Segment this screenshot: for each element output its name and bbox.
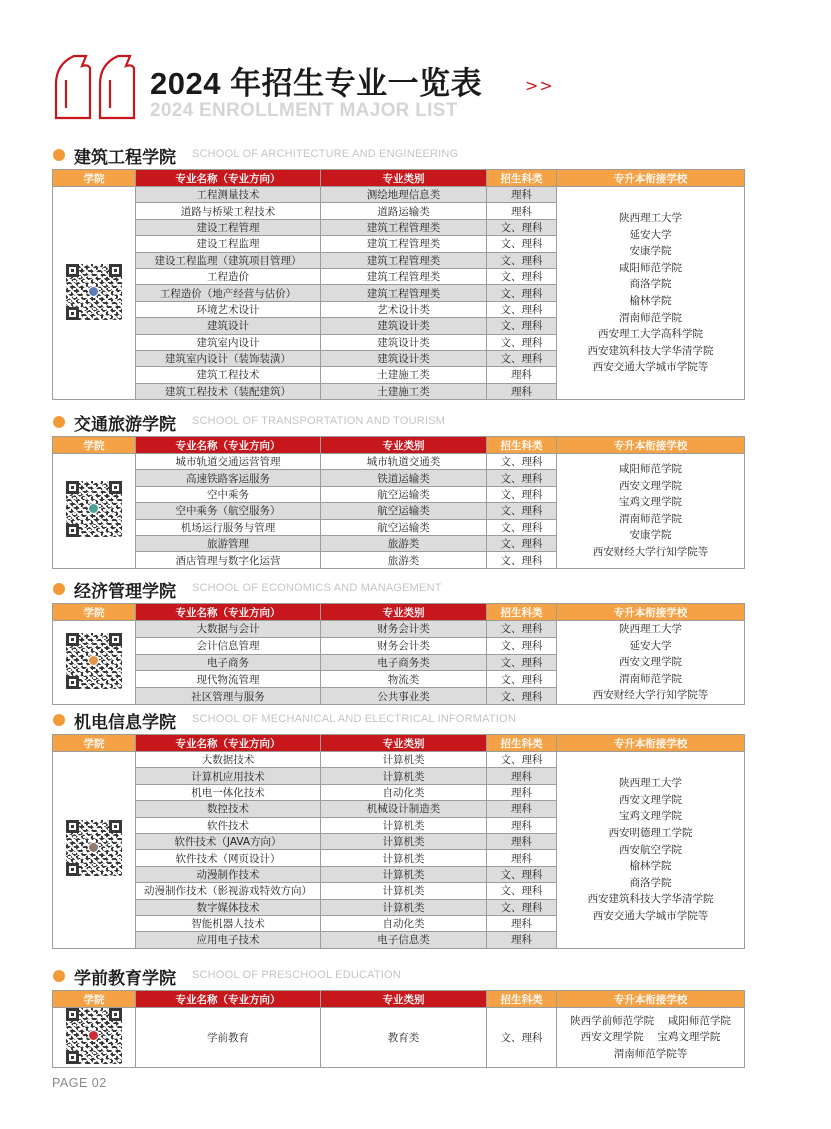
major-name: 大数据技术 [136, 752, 321, 768]
major-category: 计算机类 [321, 768, 487, 784]
subject-type: 文、理科 [487, 350, 557, 366]
major-category: 建筑工程管理类 [321, 236, 487, 252]
majors-table [52, 734, 745, 949]
major-name: 工程造价（地产经营与估价） [136, 285, 321, 301]
subject-type: 理科 [487, 784, 557, 800]
section-0 [52, 143, 744, 400]
section-header [52, 964, 744, 988]
col-header-major: 专业名称（专业方向） [136, 170, 321, 187]
upgrade-school-line: 西安文理学院 宝鸡文理学院 [580, 1031, 721, 1044]
major-name: 智能机器人技术 [136, 915, 321, 931]
major-name: 道路与桥梁工程技术 [136, 203, 321, 219]
major-name: 计算机应用技术 [136, 768, 321, 784]
qr-code-cell [53, 1008, 136, 1068]
subject-type: 文、理科 [487, 268, 557, 284]
table-header-row [53, 991, 745, 1008]
col-header-category: 专业类别 [321, 437, 487, 454]
table-header-row [53, 437, 745, 454]
upgrade-school: 西安文理学院 [619, 479, 682, 492]
section-4 [52, 964, 744, 1068]
subject-type: 理科 [487, 817, 557, 833]
subject-type: 文、理科 [487, 637, 557, 654]
major-category: 航空运输类 [321, 519, 487, 535]
subject-type: 文、理科 [487, 301, 557, 317]
col-header-category: 专业类别 [321, 170, 487, 187]
major-category: 计算机类 [321, 850, 487, 866]
major-name: 建筑设计 [136, 318, 321, 334]
major-name: 建筑室内设计（装饰装潢） [136, 350, 321, 366]
upgrade-schools-cell [557, 454, 745, 569]
col-header-upgrade: 专升本衔接学校 [557, 991, 745, 1008]
major-name: 建设工程管理 [136, 219, 321, 235]
upgrade-school-line: 渭南师范学院等 [613, 1047, 688, 1060]
major-category: 航空运输类 [321, 486, 487, 502]
page-title: 2024 年招生专业一览表 [150, 66, 483, 101]
upgrade-schools-cell [557, 1008, 745, 1068]
major-name: 城市轨道交通运营管理 [136, 454, 321, 470]
major-name: 高速铁路客运服务 [136, 470, 321, 486]
major-name: 空中乘务 [136, 486, 321, 502]
majors-table [52, 436, 745, 569]
major-name: 建设工程监理 [136, 236, 321, 252]
majors-table [52, 603, 745, 705]
section-title: 建筑工程学院 [74, 148, 176, 168]
major-name: 应用电子技术 [136, 932, 321, 948]
table-row [53, 752, 745, 768]
subject-type: 文、理科 [487, 883, 557, 899]
col-header-major: 专业名称（专业方向） [136, 437, 321, 454]
major-name: 工程造价 [136, 268, 321, 284]
major-name: 软件技术 [136, 817, 321, 833]
major-category: 建筑设计类 [321, 334, 487, 350]
section-title: 经济管理学院 [74, 582, 176, 602]
upgrade-school: 渭南师范学院 [619, 512, 682, 525]
table-row [53, 1008, 745, 1068]
major-category: 计算机类 [321, 752, 487, 768]
upgrade-school: 安康学院 [629, 245, 672, 258]
major-name: 软件技术（网页设计） [136, 850, 321, 866]
subject-type: 文、理科 [487, 470, 557, 486]
major-name: 环境艺术设计 [136, 301, 321, 317]
upgrade-schools-cell [557, 621, 745, 705]
col-header-upgrade: 专升本衔接学校 [557, 437, 745, 454]
qr-logo-icon [88, 842, 99, 853]
section-title-en: SCHOOL OF ARCHITECTURE AND ENGINEERING [192, 148, 459, 160]
section-title: 学前教育学院 [74, 969, 176, 989]
major-category: 建筑设计类 [321, 318, 487, 334]
major-category: 财务会计类 [321, 637, 487, 654]
subject-type: 理科 [487, 801, 557, 817]
col-header-subject: 招生科类 [487, 437, 557, 454]
table-header-row [53, 170, 745, 187]
section-header [52, 577, 744, 601]
qr-code-icon[interactable] [66, 820, 122, 876]
major-name: 酒店管理与数字化运营 [136, 552, 321, 568]
subject-type: 理科 [487, 203, 557, 219]
upgrade-school: 西安航空学院 [619, 843, 682, 856]
major-name: 数控技术 [136, 801, 321, 817]
major-category: 电子商务类 [321, 654, 487, 671]
col-header-college: 学院 [53, 991, 136, 1008]
major-name: 学前教育 [136, 1008, 321, 1068]
upgrade-school: 西安建筑科技大学华清学院 [587, 344, 714, 357]
major-category: 财务会计类 [321, 621, 487, 638]
col-header-category: 专业类别 [321, 604, 487, 621]
subject-type: 文、理科 [487, 671, 557, 688]
quote-mark-icon [96, 54, 136, 120]
major-name: 建设工程监理（建筑项目管理） [136, 252, 321, 268]
col-header-category: 专业类别 [321, 991, 487, 1008]
bullet-dot-icon [53, 970, 65, 982]
subject-type: 理科 [487, 915, 557, 931]
subject-type: 文、理科 [487, 1008, 557, 1068]
section-title: 机电信息学院 [74, 713, 176, 733]
upgrade-school: 商洛学院 [629, 278, 672, 291]
upgrade-school: 延安大学 [629, 228, 672, 241]
col-header-subject: 招生科类 [487, 604, 557, 621]
page-number: PAGE 02 [52, 1076, 107, 1090]
section-header [52, 410, 744, 434]
qr-code-cell [53, 752, 136, 949]
subject-type: 文、理科 [487, 252, 557, 268]
bullet-dot-icon [53, 714, 65, 726]
major-name: 机电一体化技术 [136, 784, 321, 800]
bullet-dot-icon [53, 149, 65, 161]
col-header-college: 学院 [53, 170, 136, 187]
majors-table [52, 990, 745, 1068]
major-category: 教育类 [321, 1008, 487, 1068]
major-name: 工程测量技术 [136, 187, 321, 203]
table-header-row [53, 604, 745, 621]
upgrade-school: 宝鸡文理学院 [619, 496, 682, 509]
table-header-row [53, 735, 745, 752]
major-category: 测绘地理信息类 [321, 187, 487, 203]
upgrade-school: 安康学院 [629, 529, 672, 542]
major-category: 计算机类 [321, 883, 487, 899]
major-name: 建筑工程技术（装配建筑） [136, 383, 321, 399]
subject-type: 文、理科 [487, 503, 557, 519]
upgrade-schools-cell [557, 187, 745, 400]
major-name: 机场运行服务与管理 [136, 519, 321, 535]
table-row [53, 621, 745, 638]
qr-code-icon[interactable] [66, 633, 122, 689]
qr-code-cell [53, 454, 136, 569]
major-category: 旅游类 [321, 535, 487, 551]
col-header-major: 专业名称（专业方向） [136, 991, 321, 1008]
upgrade-school: 陕西理工大学 [619, 212, 682, 225]
subject-type: 文、理科 [487, 334, 557, 350]
upgrade-school: 西安交通大学城市学院等 [592, 361, 709, 374]
col-header-upgrade: 专升本衔接学校 [557, 170, 745, 187]
major-category: 计算机类 [321, 866, 487, 882]
qr-logo-icon [88, 286, 99, 297]
major-name: 动漫制作技术（影视游戏特效方向） [136, 883, 321, 899]
subject-type: 文、理科 [487, 486, 557, 502]
upgrade-school: 西安明德理工学院 [608, 826, 693, 839]
subject-type: 理科 [487, 932, 557, 948]
major-name: 建筑工程技术 [136, 367, 321, 383]
subject-type: 文、理科 [487, 285, 557, 301]
col-header-subject: 招生科类 [487, 170, 557, 187]
upgrade-school: 西安理工大学高科学院 [598, 328, 703, 341]
major-category: 土建施工类 [321, 367, 487, 383]
section-title-en: SCHOOL OF MECHANICAL AND ELECTRICAL INFORMATION [192, 713, 516, 725]
col-header-category: 专业类别 [321, 735, 487, 752]
major-name: 软件技术（JAVA方向） [136, 833, 321, 849]
upgrade-school: 渭南师范学院 [619, 672, 682, 685]
major-category: 建筑工程管理类 [321, 285, 487, 301]
major-category: 航空运输类 [321, 503, 487, 519]
major-category: 计算机类 [321, 817, 487, 833]
section-title-en: SCHOOL OF ECONOMICS AND MANAGEMENT [192, 582, 442, 594]
subject-type: 文、理科 [487, 535, 557, 551]
upgrade-school: 西安建筑科技大学华清学院 [587, 893, 714, 906]
subject-type: 理科 [487, 850, 557, 866]
major-category: 计算机类 [321, 833, 487, 849]
major-category: 自动化类 [321, 915, 487, 931]
upgrade-school: 西安交通大学城市学院等 [592, 909, 709, 922]
major-category: 建筑工程管理类 [321, 268, 487, 284]
section-title-en: SCHOOL OF TRANSPORTATION AND TOURISM [192, 415, 446, 427]
major-category: 建筑设计类 [321, 350, 487, 366]
major-name: 现代物流管理 [136, 671, 321, 688]
major-name: 会计信息管理 [136, 637, 321, 654]
qr-logo-icon [88, 503, 99, 514]
upgrade-school: 西安财经大学行知学院等 [592, 546, 709, 559]
major-name: 大数据与会计 [136, 621, 321, 638]
qr-logo-icon [88, 1030, 99, 1041]
col-header-subject: 招生科类 [487, 991, 557, 1008]
title-arrows: >> [525, 76, 554, 95]
major-name: 旅游管理 [136, 535, 321, 551]
section-2 [52, 577, 744, 705]
page-subtitle: 2024 ENROLLMENT MAJOR LIST [150, 100, 458, 121]
major-category: 道路运输类 [321, 203, 487, 219]
major-name: 动漫制作技术 [136, 866, 321, 882]
col-header-major: 专业名称（专业方向） [136, 735, 321, 752]
subject-type: 理科 [487, 383, 557, 399]
col-header-college: 学院 [53, 437, 136, 454]
qr-code-cell [53, 621, 136, 705]
major-category: 土建施工类 [321, 383, 487, 399]
upgrade-school: 陕西理工大学 [619, 777, 682, 790]
major-category: 计算机类 [321, 899, 487, 915]
bullet-dot-icon [53, 583, 65, 595]
majors-table [52, 169, 745, 400]
qr-code-icon[interactable] [66, 481, 122, 537]
major-category: 公共事业类 [321, 688, 487, 705]
section-header [52, 143, 744, 167]
upgrade-school: 延安大学 [629, 639, 672, 652]
col-header-college: 学院 [53, 604, 136, 621]
subject-type: 文、理科 [487, 318, 557, 334]
major-category: 自动化类 [321, 784, 487, 800]
table-row [53, 454, 745, 470]
page-header [52, 50, 572, 125]
col-header-subject: 招生科类 [487, 735, 557, 752]
qr-code-cell [53, 187, 136, 400]
upgrade-school: 商洛学院 [629, 876, 672, 889]
major-name: 电子商务 [136, 654, 321, 671]
major-name: 社区管理与服务 [136, 688, 321, 705]
upgrade-school: 咸阳师范学院 [619, 463, 682, 476]
upgrade-school: 西安文理学院 [619, 793, 682, 806]
subject-type: 文、理科 [487, 899, 557, 915]
upgrade-school: 宝鸡文理学院 [619, 810, 682, 823]
major-category: 旅游类 [321, 552, 487, 568]
upgrade-school-line: 陕西学前师范学院 咸阳师范学院 [570, 1014, 731, 1027]
subject-type: 文、理科 [487, 688, 557, 705]
upgrade-school: 陕西理工大学 [619, 623, 682, 635]
upgrade-schools-cell [557, 752, 745, 949]
section-3 [52, 708, 744, 949]
major-category: 艺术设计类 [321, 301, 487, 317]
major-category: 物流类 [321, 671, 487, 688]
subject-type: 理科 [487, 768, 557, 784]
upgrade-school: 西安文理学院 [619, 656, 682, 669]
major-category: 城市轨道交通类 [321, 454, 487, 470]
col-header-upgrade: 专升本衔接学校 [557, 735, 745, 752]
qr-code-icon[interactable] [66, 1008, 122, 1064]
upgrade-school: 榆林学院 [629, 295, 672, 308]
major-name: 空中乘务（航空服务） [136, 503, 321, 519]
quote-mark-icon [52, 54, 92, 120]
subject-type: 文、理科 [487, 752, 557, 768]
major-category: 铁道运输类 [321, 470, 487, 486]
upgrade-school: 咸阳师范学院 [619, 261, 682, 274]
upgrade-school: 榆林学院 [629, 860, 672, 873]
subject-type: 理科 [487, 187, 557, 203]
major-category: 建筑工程管理类 [321, 219, 487, 235]
table-row [53, 187, 745, 203]
subject-type: 理科 [487, 367, 557, 383]
subject-type: 文、理科 [487, 519, 557, 535]
subject-type: 文、理科 [487, 219, 557, 235]
qr-code-icon[interactable] [66, 264, 122, 320]
col-header-college: 学院 [53, 735, 136, 752]
col-header-major: 专业名称（专业方向） [136, 604, 321, 621]
upgrade-school: 西安财经大学行知学院等 [592, 689, 709, 702]
section-title-en: SCHOOL OF PRESCHOOL EDUCATION [192, 969, 401, 981]
subject-type: 文、理科 [487, 236, 557, 252]
major-category: 机械设计制造类 [321, 801, 487, 817]
subject-type: 文、理科 [487, 654, 557, 671]
major-name: 数字媒体技术 [136, 899, 321, 915]
bullet-dot-icon [53, 416, 65, 428]
col-header-upgrade: 专升本衔接学校 [557, 604, 745, 621]
section-1 [52, 410, 744, 569]
subject-type: 文、理科 [487, 866, 557, 882]
major-name: 建筑室内设计 [136, 334, 321, 350]
section-header [52, 708, 744, 732]
major-category: 建筑工程管理类 [321, 252, 487, 268]
subject-type: 文、理科 [487, 621, 557, 638]
upgrade-school: 渭南师范学院 [619, 311, 682, 324]
subject-type: 文、理科 [487, 552, 557, 568]
subject-type: 文、理科 [487, 454, 557, 470]
subject-type: 理科 [487, 833, 557, 849]
section-title: 交通旅游学院 [74, 415, 176, 435]
qr-logo-icon [88, 655, 99, 666]
major-category: 电子信息类 [321, 932, 487, 948]
